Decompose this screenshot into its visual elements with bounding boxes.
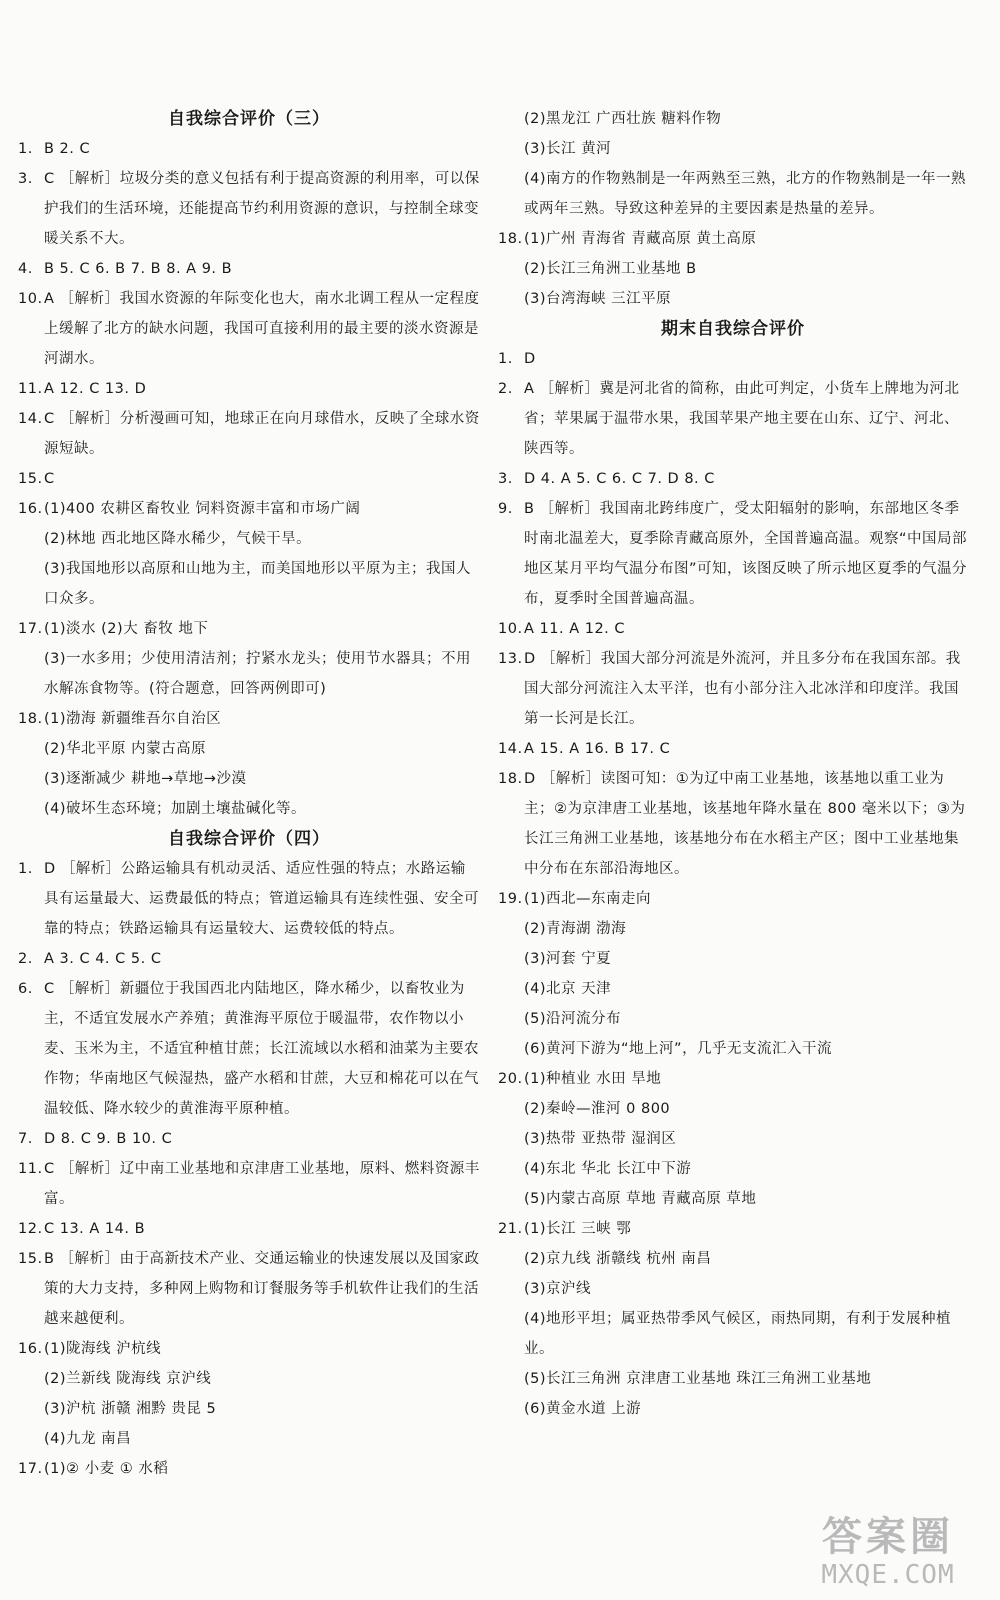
answer-text: (2)黑龙江 广西壮族 糖料作物 xyxy=(524,111,722,127)
answer-text: (2)林地 西北地区降水稀少，气候干旱。 xyxy=(44,531,312,547)
answer-item xyxy=(498,1364,968,1394)
answer-item xyxy=(498,884,968,914)
answer-text: (3)逐渐减少 耕地→草地→沙漠 xyxy=(44,771,247,787)
answer-item xyxy=(18,974,480,1124)
answer-item xyxy=(498,164,968,224)
question-number: 13. xyxy=(498,651,523,667)
answer-list-self-eval-4 xyxy=(18,854,480,1484)
answer-text: (2)长江三角洲工业基地 B xyxy=(524,261,697,277)
answer-item xyxy=(18,374,480,404)
answer-text: B 5. C 6. B 7. B 8. A 9. B xyxy=(44,261,233,277)
answer-item xyxy=(18,1454,480,1484)
answer-item xyxy=(18,284,480,374)
answer-text: (4)东北 华北 长江中下游 xyxy=(524,1161,692,1177)
question-number: 1. xyxy=(18,861,33,877)
answer-item xyxy=(18,1394,480,1424)
answer-item xyxy=(18,1244,480,1334)
question-number: 4. xyxy=(18,261,33,277)
answer-text: (3)河套 宁夏 xyxy=(524,951,612,967)
answer-item xyxy=(498,1124,968,1154)
answer-text: A ［解析］冀是河北省的简称，由此可判定，小货车上牌地为河北省；苹果属于温带水果，我国苹果产地主要在山东、辽宁、河北、陕西等。 xyxy=(524,381,960,457)
answer-item xyxy=(498,1274,968,1304)
answer-item xyxy=(18,734,480,764)
answer-item xyxy=(18,464,480,494)
answer-text: C ［解析］垃圾分类的意义包括有利于提高资源的利用率，可以保护我们的生活环境，还能提高节约利用资源的意识，与控制全球变暖关系不大。 xyxy=(44,171,480,247)
question-number: 12. xyxy=(18,1221,43,1237)
answer-item xyxy=(498,1214,968,1244)
question-number: 1. xyxy=(18,141,33,157)
question-number: 3. xyxy=(498,471,513,487)
answer-item xyxy=(18,524,480,554)
answer-text: (2)秦岭—淮河 0 800 xyxy=(524,1101,671,1117)
question-number: 18. xyxy=(498,771,523,787)
question-number: 11. xyxy=(18,381,43,397)
section-title-self-eval-3: 自我综合评价（三） xyxy=(168,109,330,129)
answer-text: (2)华北平原 内蒙古高原 xyxy=(44,741,207,757)
answer-text: A 12. C 13. D xyxy=(44,381,147,397)
question-number: 9. xyxy=(498,501,513,517)
answer-text: (1)种植业 水田 旱地 xyxy=(524,1071,662,1087)
answer-text: C ［解析］分析漫画可知，地球正在向月球借水，反映了全球水资源短缺。 xyxy=(44,411,480,457)
watermark-cn-text: 答案圈 xyxy=(822,1513,954,1560)
answer-text: D ［解析］公路运输具有机动灵活、适应性强的特点；水路运输具有运量最大、运费最低的特点；管道运输具有连续性强、安全可靠的特点；铁路运输具有运量较大、运费较低的特点。 xyxy=(44,861,479,937)
answer-text: (3)我国地形以高原和山地为主，而美国地形以平原为主；我国人口众多。 xyxy=(44,561,472,607)
answer-text: D xyxy=(524,351,536,367)
answer-text: (2)兰新线 陇海线 京沪线 xyxy=(44,1371,212,1387)
question-number: 17. xyxy=(18,621,43,637)
answer-text: D ［解析］我国大部分河流是外流河，并且多分布在我国东部。我国大部分河流注入太平洋，也有小部分注入北冰洋和印度洋。我国第一长河是长江。 xyxy=(524,651,961,727)
answer-item xyxy=(18,704,480,734)
question-number: 18. xyxy=(18,711,43,727)
answer-item xyxy=(498,1064,968,1094)
question-number: 17. xyxy=(18,1461,43,1477)
answer-text: (4)南方的作物熟制是一年两熟至三熟，北方的作物熟制是一年一熟或两年三熟。导致这种差异的主要因素是热量的差异。 xyxy=(524,171,967,217)
answer-item xyxy=(498,1034,968,1064)
right-column xyxy=(498,104,968,1424)
answer-item xyxy=(498,284,968,314)
answer-item xyxy=(498,1244,968,1274)
question-number: 18. xyxy=(498,231,523,247)
section-title-final-eval: 期末自我综合评价 xyxy=(661,319,805,339)
answer-item xyxy=(498,764,968,884)
answer-text: B 2. C xyxy=(44,141,91,157)
answer-text: C ［解析］新疆位于我国西北内陆地区，降水稀少，以畜牧业为主，不适宜发展水产养殖；黄淮海平原位于暖温带，农作物以小麦、玉米为主，不适宜种植甘蔗；长江流域以水稻和油菜为主要农作物；华南地区气候湿热，盛产水稻和甘蔗，大豆和棉花可以在气温较低、降水较少的黄淮海平原种植。 xyxy=(44,981,479,1117)
answer-text: (3)沪杭 浙赣 湘黔 贵昆 5 xyxy=(44,1401,217,1417)
question-number: 3. xyxy=(18,171,33,187)
answer-text: (3)长江 黄河 xyxy=(524,141,612,157)
question-number: 1. xyxy=(498,351,513,367)
question-number: 14. xyxy=(18,411,43,427)
answer-item xyxy=(18,1154,480,1214)
answer-item xyxy=(498,1304,968,1364)
left-column xyxy=(18,104,480,1484)
answer-text: (1)400 农耕区畜牧业 饲料资源丰富和市场广阔 xyxy=(44,501,361,517)
answer-item xyxy=(18,1364,480,1394)
answer-item xyxy=(498,494,968,614)
question-number: 2. xyxy=(18,951,33,967)
answer-item xyxy=(498,1154,968,1184)
answer-text: (1)② 小麦 ① 水稻 xyxy=(44,1461,169,1477)
answer-text: (5)内蒙古高原 草地 青藏高原 草地 xyxy=(524,1191,757,1207)
answer-item xyxy=(18,1334,480,1364)
answer-list-final-eval xyxy=(498,344,968,1424)
answer-text: (6)黄金水道 上游 xyxy=(524,1401,642,1417)
answer-text: (4)九龙 南昌 xyxy=(44,1431,132,1447)
answer-text: C ［解析］辽中南工业基地和京津唐工业基地，原料、燃料资源丰富。 xyxy=(44,1161,480,1207)
answer-item xyxy=(498,104,968,134)
answer-text: B ［解析］我国南北跨纬度广，受太阳辐射的影响，东部地区冬季时南北温差大，夏季除青藏高原外，全国普遍高温。观察“中国局部地区某月平均气温分布图”可知，该图反映了所示地区夏季的气温分布，夏季时全国普遍高温。 xyxy=(524,501,968,607)
answer-text: (1)陇海线 沪杭线 xyxy=(44,1341,162,1357)
answer-text: D 8. C 9. B 10. C xyxy=(44,1131,173,1147)
answer-item xyxy=(498,464,968,494)
answer-item xyxy=(498,1094,968,1124)
question-number: 2. xyxy=(498,381,513,397)
answer-text: (2)青海湖 渤海 xyxy=(524,921,627,937)
question-number: 19. xyxy=(498,891,523,907)
answer-item xyxy=(498,944,968,974)
answer-text: (4)北京 天津 xyxy=(524,981,612,997)
answer-list-self-eval-3 xyxy=(18,134,480,824)
question-number: 16. xyxy=(18,501,43,517)
answer-text: A ［解析］我国水资源的年际变化也大，南水北调工程从一定程度上缓解了北方的缺水问题，我国可直接利用的最主要的淡水资源是河湖水。 xyxy=(44,291,480,367)
answer-text: (5)长江三角洲 京津唐工业基地 珠江三角洲工业基地 xyxy=(524,1371,872,1387)
answer-text: C xyxy=(44,471,55,487)
question-number: 21. xyxy=(498,1221,523,1237)
answer-text: (3)一水多用；少使用清洁剂；拧紧水龙头；使用节水器具；不用水解冻食物等。(符合题意，回答两例即可) xyxy=(44,651,472,697)
answer-text: (3)京沪线 xyxy=(524,1281,592,1297)
answer-item xyxy=(18,134,480,164)
answer-item xyxy=(498,734,968,764)
question-number: 15. xyxy=(18,1251,43,1267)
question-number: 10. xyxy=(18,291,43,307)
section-title-self-eval-4: 自我综合评价（四） xyxy=(168,829,330,849)
answer-item xyxy=(18,764,480,794)
answer-text: (1)西北—东南走向 xyxy=(524,891,652,907)
answer-item xyxy=(498,644,968,734)
question-number: 10. xyxy=(498,621,523,637)
answer-item xyxy=(498,224,968,254)
answer-item xyxy=(18,1424,480,1454)
answer-text: D 4. A 5. C 6. C 7. D 8. C xyxy=(524,471,715,487)
answer-text: (1)长江 三峡 鄂 xyxy=(524,1221,632,1237)
answer-text: B ［解析］由于高新技术产业、交通运输业的快速发展以及国家政策的大力支持，多种网上购物和订餐服务等手机软件让我们的生活越来越便利。 xyxy=(44,1251,480,1327)
watermark-en-text: MXQE.COM xyxy=(821,1560,955,1590)
answer-text: (4)破坏生态环境；加剧土壤盐碱化等。 xyxy=(44,801,307,817)
answer-item xyxy=(18,644,480,704)
answer-text: (6)黄河下游为“地上河”，几乎无支流汇入干流 xyxy=(524,1041,833,1057)
answer-text: (1)淡水 (2)大 畜牧 地下 xyxy=(44,621,209,637)
answer-item xyxy=(498,1004,968,1034)
question-number: 20. xyxy=(498,1071,523,1087)
answer-item xyxy=(18,944,480,974)
question-number: 6. xyxy=(18,981,33,997)
answer-text: (2)京九线 浙赣线 杭州 南昌 xyxy=(524,1251,712,1267)
answer-text: (3)台湾海峡 三江平原 xyxy=(524,291,672,307)
answer-text: A 15. A 16. B 17. C xyxy=(524,741,671,757)
question-number: 11. xyxy=(18,1161,43,1177)
question-number: 16. xyxy=(18,1341,43,1357)
answer-text: A 3. C 4. C 5. C xyxy=(44,951,162,967)
answer-text: (5)沿河流分布 xyxy=(524,1011,622,1027)
answer-text: (3)热带 亚热带 湿润区 xyxy=(524,1131,677,1147)
watermark-logo xyxy=(790,1514,986,1592)
answer-item xyxy=(18,794,480,824)
question-number: 15. xyxy=(18,471,43,487)
answer-text: A 11. A 12. C xyxy=(524,621,626,637)
answer-item xyxy=(18,494,480,524)
answer-text: C 13. A 14. B xyxy=(44,1221,146,1237)
answer-item xyxy=(18,554,480,614)
question-number: 14. xyxy=(498,741,523,757)
answer-item xyxy=(18,854,480,944)
answer-item xyxy=(498,344,968,374)
answer-item xyxy=(498,1394,968,1424)
answer-item xyxy=(498,374,968,464)
answer-text: D ［解析］读图可知：①为辽中南工业基地，该基地以重工业为主；②为京津唐工业基地，该基地年降水量在 800 毫米以下；③为长江三角洲工业基地，该基地分布在水稻主产区；图中工业基地集中分布在东部沿海地区。 xyxy=(524,771,966,877)
answer-item xyxy=(18,1214,480,1244)
answer-list-continued xyxy=(498,104,968,314)
answer-item xyxy=(498,134,968,164)
answer-item xyxy=(498,1184,968,1214)
answer-item xyxy=(18,614,480,644)
answer-text: (1)渤海 新疆维吾尔自治区 xyxy=(44,711,222,727)
answer-item xyxy=(498,614,968,644)
answer-text: (4)地形平坦；属亚热带季风气候区，雨热同期，有利于发展种植业。 xyxy=(524,1311,952,1357)
answer-item xyxy=(498,974,968,1004)
answer-item xyxy=(18,404,480,464)
answer-item xyxy=(18,164,480,254)
answer-item xyxy=(498,914,968,944)
answer-item xyxy=(498,254,968,284)
question-number: 7. xyxy=(18,1131,33,1147)
answer-text: (1)广州 青海省 青藏高原 黄土高原 xyxy=(524,231,757,247)
answer-item xyxy=(18,1124,480,1154)
answer-item xyxy=(18,254,480,284)
